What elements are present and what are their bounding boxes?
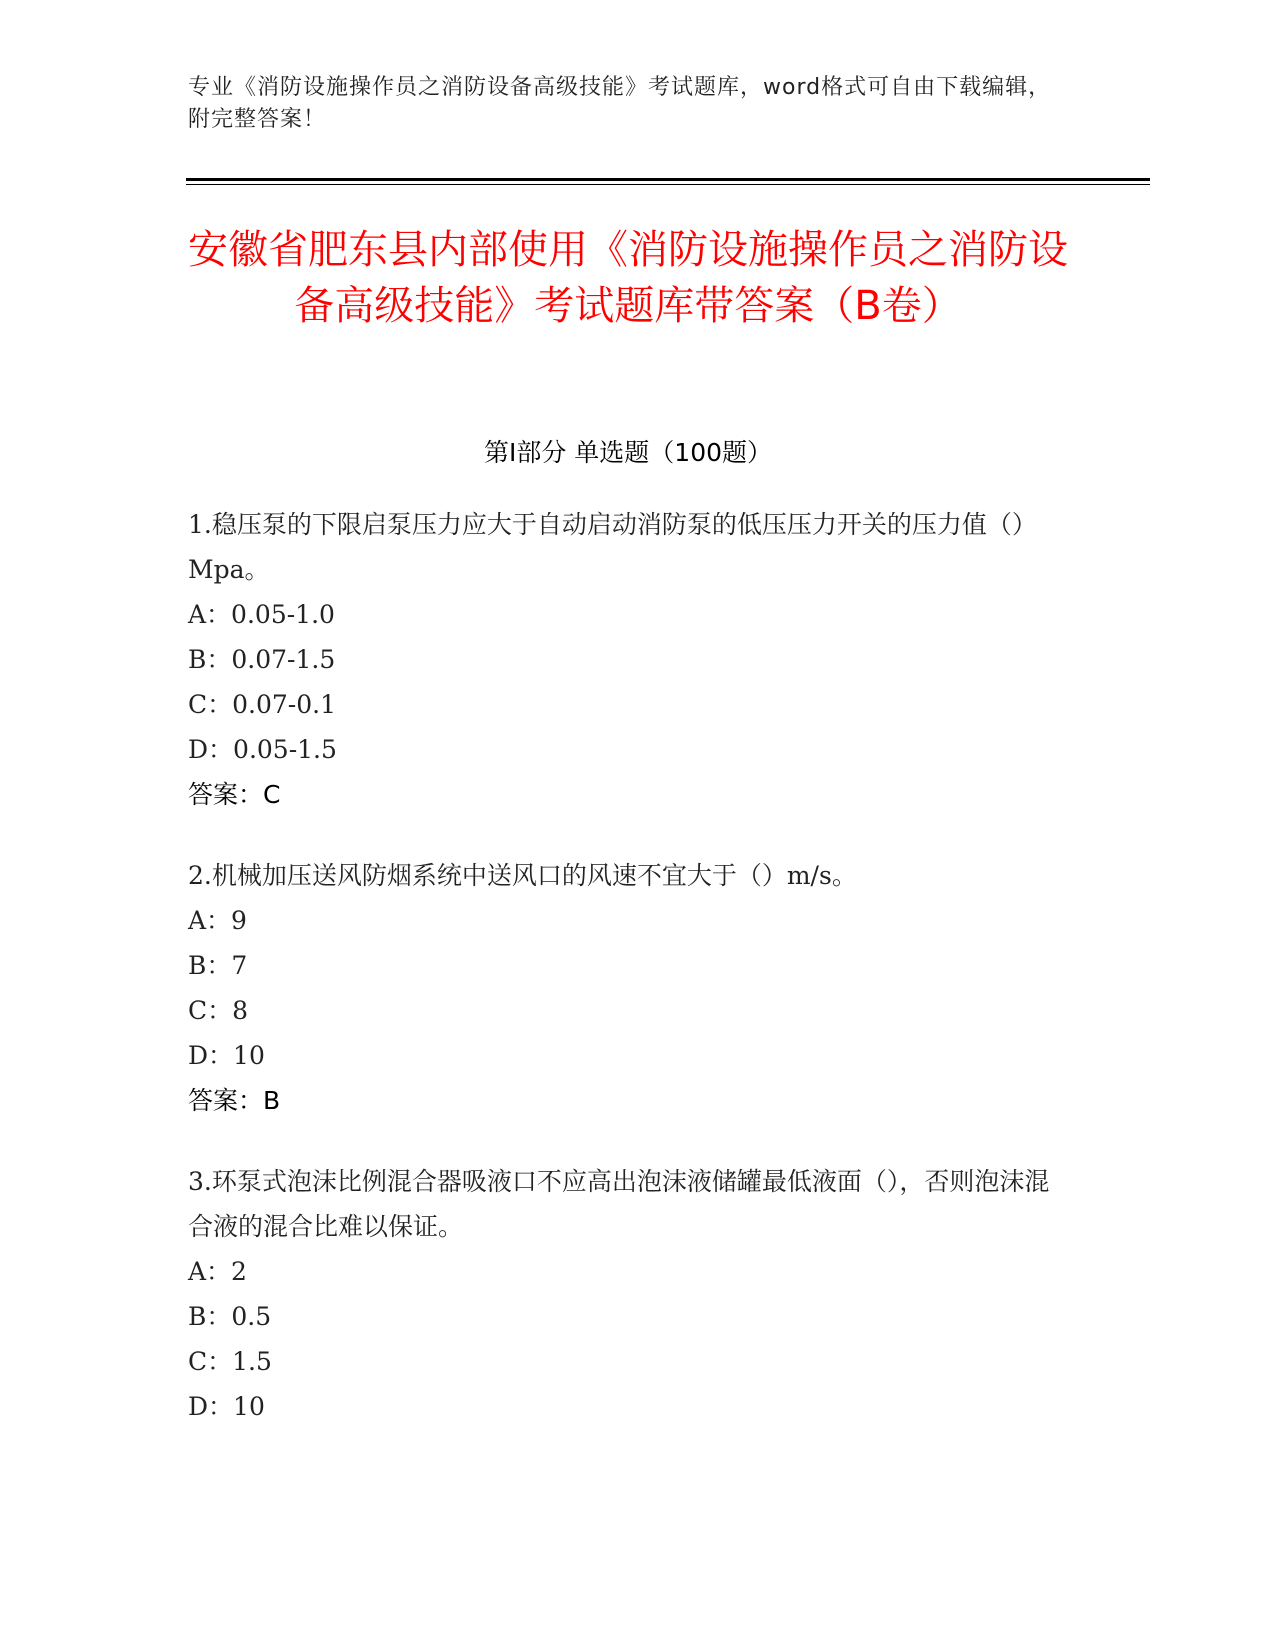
question-3 bbox=[188, 1159, 1068, 1429]
option-b: B：7 bbox=[188, 951, 248, 980]
option-a: A：0.05-1.0 bbox=[188, 600, 335, 629]
header-divider-thin bbox=[186, 184, 1150, 185]
option-b: B：0.5 bbox=[188, 1302, 272, 1331]
answer-label: 答案：C bbox=[188, 780, 281, 809]
option-b: B：0.07-1.5 bbox=[188, 645, 336, 674]
option-d: D：10 bbox=[188, 1041, 265, 1070]
question-stem: 3.环泵式泡沫比例混合器吸液口不应高出泡沫液储罐最低液面（），否则泡沫混合液的混合比难以保证。 bbox=[188, 1167, 1050, 1241]
header-divider-thick bbox=[186, 178, 1150, 181]
question-stem: 1.稳压泵的下限启泵压力应大于自动启动消防泵的低压压力开关的压力值（）Mpa。 bbox=[188, 510, 1037, 584]
document-title: 安徽省肥东县内部使用《消防设施操作员之消防设备高级技能》考试题库带答案（B卷） bbox=[188, 227, 1068, 329]
question-2 bbox=[188, 853, 1068, 1123]
option-c: C：1.5 bbox=[188, 1347, 272, 1376]
question-stem: 2.机械加压送风防烟系统中送风口的风速不宜大于（）m/s。 bbox=[188, 861, 857, 890]
answer-label: 答案：B bbox=[188, 1086, 281, 1115]
option-c: C：8 bbox=[188, 996, 249, 1025]
question-1 bbox=[188, 502, 1068, 817]
option-c: C：0.07-0.1 bbox=[188, 690, 336, 719]
option-d: D：10 bbox=[188, 1392, 265, 1421]
option-a: A：2 bbox=[188, 1257, 247, 1286]
option-d: D：0.05-1.5 bbox=[188, 735, 337, 764]
option-a: A：9 bbox=[188, 906, 247, 935]
header-note: 专业《消防设施操作员之消防设备高级技能》考试题库，word格式可自由下载编辑，附完整答案！ bbox=[188, 75, 1052, 132]
section-heading: 第Ⅰ部分 单选题（100题） bbox=[483, 438, 773, 467]
